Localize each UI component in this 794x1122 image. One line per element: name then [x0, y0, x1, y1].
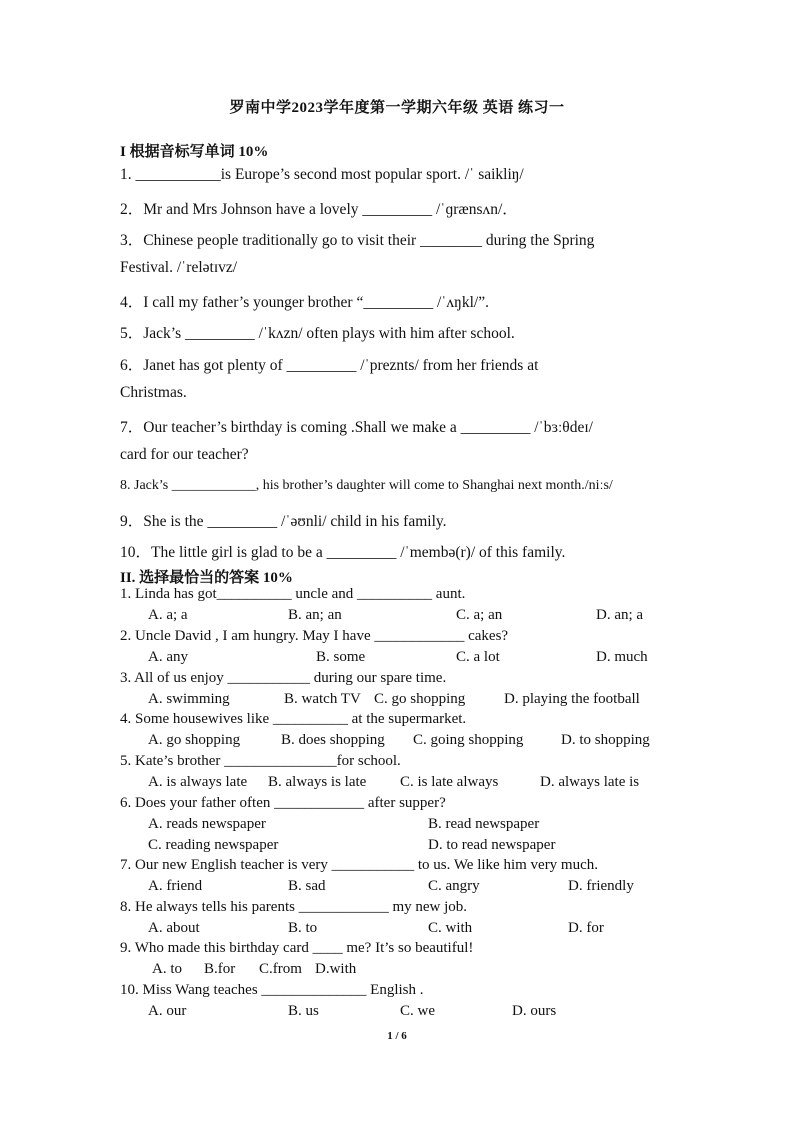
page-title: 罗南中学2023学年度第一学期六年级 英语 练习一 — [229, 100, 565, 116]
option-a: A. any — [148, 649, 188, 665]
s1-line-2: 2．Mr and Mrs Johnson have a lovely _________ /ˈɡrænsʌn/． — [120, 201, 518, 218]
s2-options-6a — [120, 816, 680, 836]
option-b: B. always is late — [268, 774, 367, 790]
s1-line-6-cont: Christmas. — [120, 384, 187, 401]
s1-line-8: 8. Jack’s ____________, his brother’s daughter will come to Shanghai next month./niːs/ — [120, 478, 613, 493]
s1-line-9: 9．She is the _________ /ˈəʊnli/ child in his family. — [120, 513, 447, 530]
option-a: A. to — [152, 961, 182, 977]
option-b: B. sad — [288, 878, 326, 894]
s1-line-7-cont: card for our teacher? — [120, 446, 249, 463]
option-a: A. about — [148, 920, 200, 936]
s2-question-9: 9. Who made this birthday card ____ me? It’s so beautiful! — [120, 940, 474, 956]
option-b: B. does shopping — [281, 732, 385, 748]
s2-options-3 — [120, 691, 680, 711]
section-2-header: II. 选择最恰当的答案 10% — [120, 570, 293, 586]
option-a: A. a; a — [148, 607, 188, 623]
option-d: D. much — [596, 649, 648, 665]
option-c: C. a; an — [456, 607, 503, 623]
s2-options-10 — [120, 1003, 680, 1023]
option-d: D.with — [315, 961, 357, 977]
option-c: C. reading newspaper — [148, 837, 279, 853]
option-b: B. us — [288, 1003, 319, 1019]
s1-line-5: 5．Jack’s _________ /ˈkʌzn/ often plays with him after school. — [120, 325, 515, 342]
option-d: D. for — [568, 920, 604, 936]
s2-options-2 — [120, 649, 680, 669]
s2-question-10: 10. Miss Wang teaches ______________ English . — [120, 982, 424, 998]
s2-options-4 — [120, 732, 680, 752]
option-a: A. our — [148, 1003, 187, 1019]
option-b: B.for — [204, 961, 236, 977]
option-c: C. a lot — [456, 649, 500, 665]
option-d: D. to shopping — [561, 732, 650, 748]
option-a: A. reads newspaper — [148, 816, 266, 832]
s1-line-3: 3．Chinese people traditionally go to visit their ________ during the Spring — [120, 232, 595, 249]
option-d: D. ours — [512, 1003, 557, 1019]
s1-line-6: 6．Janet has got plenty of _________ /ˈpreznts/ from her friends at — [120, 357, 539, 374]
option-c: C. angry — [428, 878, 480, 894]
s1-line-1: 1. ___________is Europe’s second most popular sport. /ˈ saikliŋ/ — [120, 166, 524, 183]
option-b: B. to — [288, 920, 318, 936]
option-c: C. going shopping — [413, 732, 524, 748]
option-d: D. playing the football — [504, 691, 640, 707]
option-b: B. an; an — [288, 607, 342, 623]
s2-question-7: 7. Our new English teacher is very ___________ to us. We like him very much. — [120, 857, 599, 873]
option-c: C. with — [428, 920, 473, 936]
option-c: C. go shopping — [374, 691, 466, 707]
s2-question-8: 8. He always tells his parents ____________ my new job. — [120, 899, 468, 915]
option-c: C. is late always — [400, 774, 499, 790]
s2-question-3: 3. All of us enjoy ___________ during our spare time. — [120, 670, 447, 686]
option-d: D. an; a — [596, 607, 644, 623]
s2-options-1 — [120, 607, 680, 627]
option-d: D. to read newspaper — [428, 837, 556, 853]
option-b: B. some — [316, 649, 366, 665]
option-b: B. watch TV — [284, 691, 361, 707]
option-a: A. swimming — [148, 691, 230, 707]
option-c: C. we — [400, 1003, 435, 1019]
s1-line-10: 10．The little girl is glad to be a _________ /ˈmembə(r)/ of this family. — [120, 544, 566, 561]
s1-line-7: 7．Our teacher’s birthday is coming .Shall we make a _________ /ˈbɜːθdeɪ/ — [120, 419, 593, 436]
s1-line-3-cont: Festival. /ˈrelətɪvz/ — [120, 259, 238, 276]
s2-question-1: 1. Linda has got__________ uncle and __________ aunt. — [120, 586, 466, 602]
option-a: A. friend — [148, 878, 203, 894]
option-a: A. is always late — [148, 774, 248, 790]
section-1-header: I 根据音标写单词 10% — [120, 144, 269, 160]
s1-line-4: 4．I call my father’s younger brother “_________ /ˈʌŋkl/”. — [120, 294, 489, 311]
s2-question-6: 6. Does your father often ____________ after supper? — [120, 795, 446, 811]
option-b: B. read newspaper — [428, 816, 540, 832]
page-number: 1 / 6 — [387, 1030, 407, 1042]
s2-options-9 — [120, 961, 680, 981]
option-a: A. go shopping — [148, 732, 241, 748]
s2-options-7 — [120, 878, 680, 898]
s2-options-6b — [120, 837, 680, 857]
s2-question-2: 2. Uncle David , I am hungry. May I have ____________ cakes? — [120, 628, 509, 644]
s2-options-8 — [120, 920, 680, 940]
s2-question-4: 4. Some housewives like __________ at the supermarket. — [120, 711, 467, 727]
option-d: D. always late is — [540, 774, 640, 790]
s2-options-5 — [120, 774, 680, 794]
option-c: C.from — [259, 961, 302, 977]
s2-question-5: 5. Kate’s brother _______________for school. — [120, 753, 401, 769]
option-d: D. friendly — [568, 878, 634, 894]
